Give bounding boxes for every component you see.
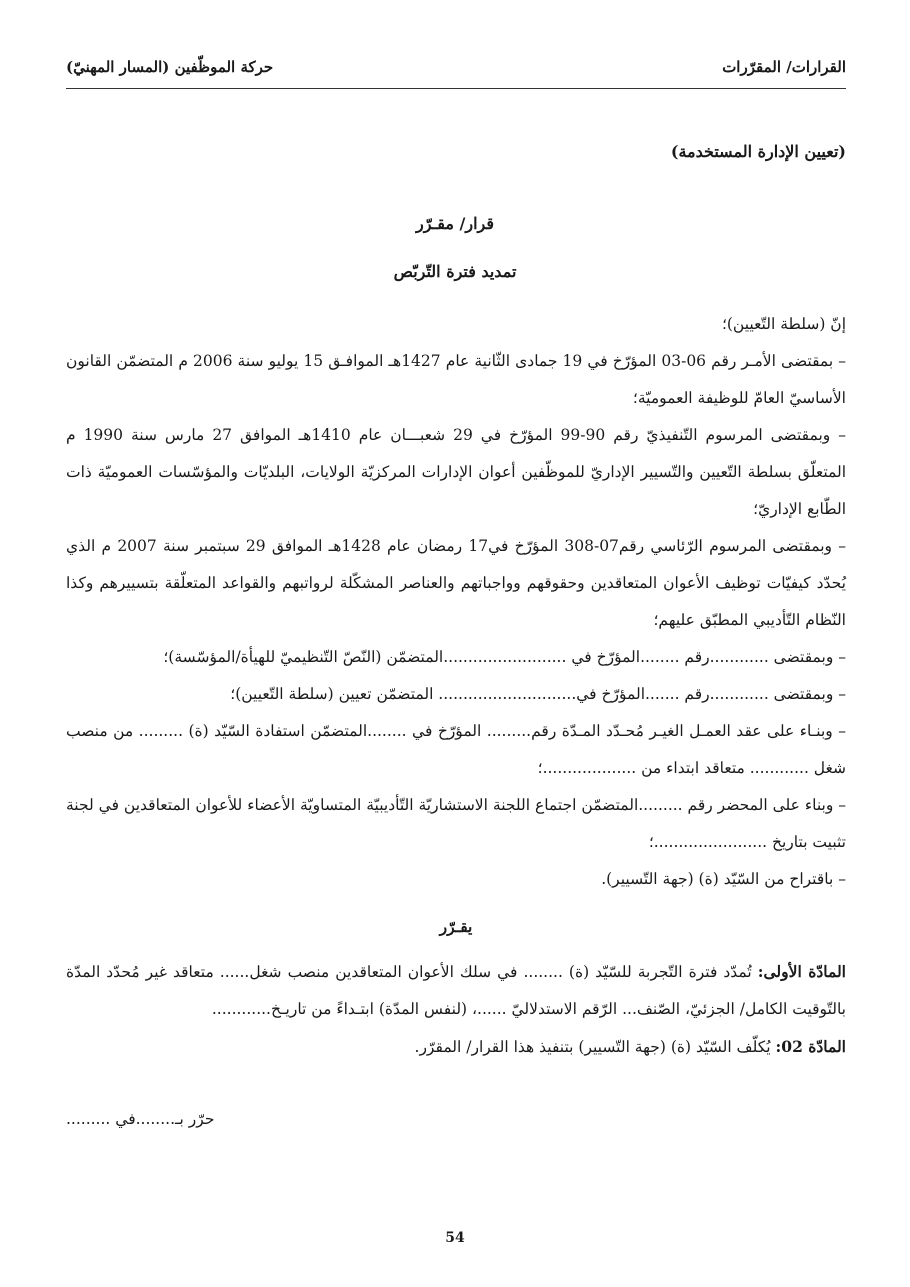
preamble-line: – وبناء على المحضر رقم .........المتضمّن اجتماع اللجنة الاستشاريّة التّأديبيّة المتساويّة الأعضاء للأعوان المتعاقدين في لجنة تثبيت بتاريخ .......................؛ bbox=[66, 796, 846, 851]
preamble-line: – وبمقتضى المرسوم التّنفيذيّ رقم 90-99 المؤرّخ في 29 شعبـــان عام 1410هـ الموافق 27 مارس سنة 1990 م المتعلّق بسلطة التّعيين والتّسيير الإداريّ للموظّفين أعوان الإدارات المركزيّة الولايات، البلديّات والمؤسّسات العموميّة ذات الطّابع الإداريّ؛ bbox=[66, 426, 846, 518]
decision-heading: يقـرّر bbox=[439, 917, 473, 936]
preamble-line: – وبمقتضى ............رقم .......المؤرّخ في............................ المتضمّن تعيين (سلطة التّعيين)؛ bbox=[230, 685, 846, 703]
document-body bbox=[66, 306, 846, 1066]
article-1 bbox=[66, 953, 846, 1028]
header-section-title: القرارات/ المقرّرات bbox=[722, 58, 846, 76]
document-title: قرار/ مقـرّر bbox=[416, 214, 494, 233]
preamble-line: – باقتراح من السّيّد (ة) (جهة التّسيير). bbox=[601, 870, 846, 888]
article-label: المادّة الأولى: bbox=[757, 962, 846, 981]
page-number: 54 bbox=[445, 1230, 465, 1246]
preamble-line: إنّ (سلطة التّعيين)؛ bbox=[721, 315, 846, 333]
preamble-line: – بمقتضى الأمـر رقم 06-03 المؤرّخ في 19 جمادى الثّانية عام 1427هـ الموافـق 15 يوليو سنة 2006 م المتضمّن القانون الأساسيّ العامّ للوظيفة العموميّة؛ bbox=[66, 352, 847, 407]
article-2 bbox=[66, 1028, 846, 1066]
preamble-line: – وبنـاء على عقد العمـل الغيـر مُحـدّد المـدّة رقم......... المؤرّخ في ........المتضمّن استفادة السّيّد (ة) ......... من منصب شغل ............ متعاقد ابتداء من ...................؛ bbox=[66, 722, 846, 777]
preamble-line: – وبمقتضى المرسوم الرّئاسي رقم07-308 المؤرّخ في17 رمضان عام 1428هـ الموافق 29 سبتمبر سنة 2007 م الذي يُحدّد كيفيّات توظيف الأعوان المتعاقدين وحقوقهم وواجباتهم والعناصر المشكّلة لرواتبهم والقواعد المتعلّقة بتسييرهم وكذا النّظام التّأديبي المطبّق عليهم؛ bbox=[66, 537, 846, 629]
signature-line: حرّر بـ........في ......... bbox=[66, 1110, 215, 1128]
preamble-line: – وبمقتضى ............رقم ........المؤرّخ في .........................المتضمّن (النّصّ التّنظيميّ للهيأة/المؤسّسة)؛ bbox=[163, 648, 846, 666]
running-header bbox=[66, 56, 846, 89]
article-text: يُكلّف السّيّد (ة) (جهة التّسيير) بتنفيذ هذا القرار/ المقرّر. bbox=[414, 1038, 771, 1056]
document-heading: تمديد فترة التّربّص bbox=[393, 262, 517, 281]
article-label: المادّة 02: bbox=[775, 1037, 846, 1056]
header-chapter-title: حركة الموظّفين (المسار المهنيّ) bbox=[66, 58, 274, 76]
document-subtitle: (تعيين الإدارة المستخدمة) bbox=[670, 142, 846, 161]
article-text: تُمدّد فترة التّجربة للسّيّد (ة) ........ في سلك الأعوان المتعاقدين منصب شغل...... متعاقد غير مُحدّد المدّة بالتّوقيت الكامل/ الجزئيّ، الصّنف... الرّقم الاستدلاليّ ......، (لنفس المدّة) ابتـداءً من تاريـخ............ bbox=[66, 963, 846, 1018]
